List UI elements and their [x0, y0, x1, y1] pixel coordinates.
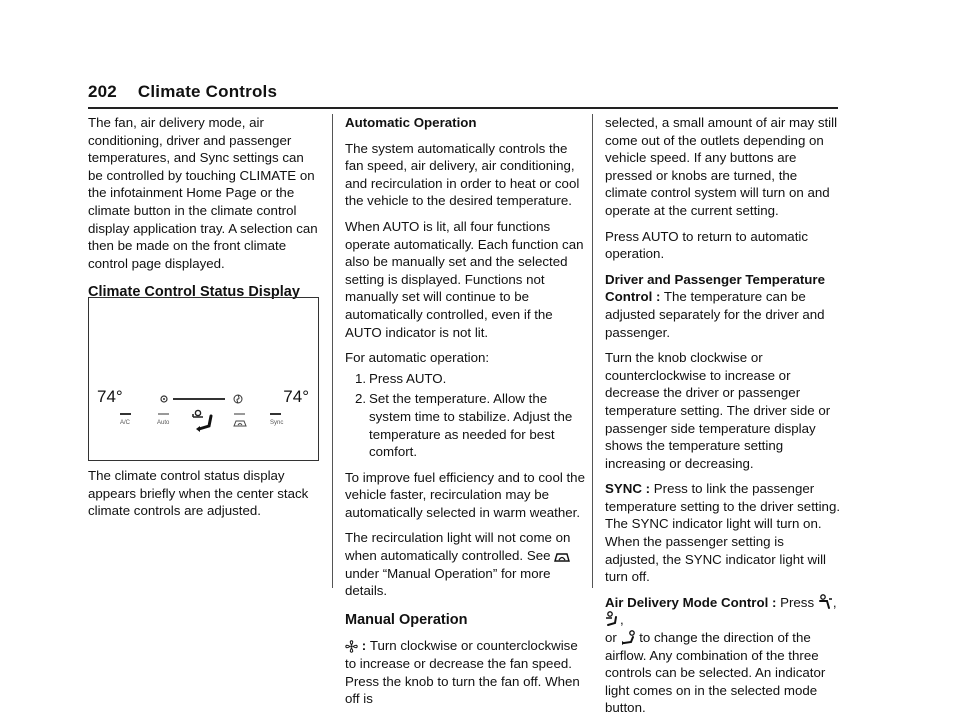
recirc-indicator	[234, 413, 245, 415]
column-divider	[332, 114, 333, 588]
passenger-temp: 74°	[283, 387, 309, 406]
column-1	[88, 114, 320, 310]
auto-steps-list	[345, 370, 585, 461]
sync-paragraph: SYNC : Press to link the passenger temperature setting to the driver setting. The SYNC indicator light will turn on. When the passenger setting is adjusted, the SYNC indicator light will turn off.	[605, 481, 841, 585]
list-item: 1. Press AUTO.	[355, 370, 447, 386]
column-2	[345, 114, 585, 716]
manual-paragraph-3: Turn the knob clockwise or counterclockwise to increase or decrease the driver or passenger temperature setting. The driver side or passenger side temperature display shows the temperature setting increasing or decreasing.	[605, 350, 831, 471]
page-header	[88, 82, 277, 102]
climate-status-display-illustration	[88, 297, 319, 461]
section-heading: Climate Control Status Display	[88, 284, 300, 301]
sync-indicator	[270, 413, 281, 415]
auto-indicator	[158, 413, 169, 415]
auto-paragraph-2: When AUTO is lit, all four functions operate automatically. Each function can also be manually set and the selected setting is displayed. Functions not manually set will continue to be automatically controlled, even if the AUTO indicator is not lit.	[345, 218, 584, 340]
fan-icon	[345, 640, 358, 653]
auto-paragraph-1: The system automatically controls the fan speed, air delivery, air conditioning, and recirculation in order to heat or cool the vehicle to the desired temperature.	[345, 140, 580, 209]
bi-level-mode-icon	[605, 611, 620, 627]
column-3	[605, 114, 841, 725]
air-delivery-paragraph: Air Delivery Mode Control : Press , , or to change the direction of the airflow. Any combination of the three controls can be selected. An indicator light comes on in the selected mode button.	[605, 594, 837, 716]
temperature-control-paragraph: Driver and Passenger Temperature Control : The temperature can be adjusted separately for the driver and passenger.	[605, 271, 825, 340]
fan-low-icon	[160, 395, 168, 403]
auto-paragraph-3: For automatic operation:	[345, 350, 490, 366]
floor-mode-icon	[621, 630, 636, 645]
ac-label: A/C	[120, 420, 131, 426]
section-title: Climate Controls	[137, 82, 278, 101]
driver-temp: 74°	[97, 387, 123, 406]
manual-paragraph-1: selected, a small amount of air may still come out of the outlets depending on vehicle speed. If any buttons are pressed or knobs are turned, the climate control system will turn on and operate at the current setting.	[605, 115, 838, 218]
air-delivery-mode-icon	[189, 408, 217, 432]
sync-label: Sync	[270, 420, 284, 426]
manual-operation-heading: Manual Operation	[345, 611, 468, 628]
automatic-operation-heading: Automatic Operation	[345, 115, 477, 130]
list-item: 2. Set the temperature. Allow the system time to stabilize. Adjust the temperature as needed for best comfort.	[355, 391, 573, 460]
vent-mode-icon	[818, 594, 833, 610]
display-caption: The climate control status display appears briefly when the center stack climate controls are adjusted.	[88, 468, 309, 519]
auto-paragraph-4: To improve fuel efficiency and to cool the vehicle faster, recirculation may be automatically selected in warm weather.	[345, 469, 585, 520]
recirculation-icon	[233, 419, 247, 428]
manual-paragraph-2: Press AUTO to return to automatic operation.	[605, 228, 808, 262]
column-divider	[592, 114, 593, 588]
header-rule	[88, 107, 838, 109]
ac-indicator	[120, 413, 131, 415]
fan-speed-bar	[173, 398, 225, 400]
intro-paragraph: The fan, air delivery mode, air conditioning, driver and passenger temperatures, and Sync settings can be controlled by touching CLIMATE on the infotainment Home Page or the climate button in the climate control display application tray. A selection can then be made on the front climate control page displayed.	[88, 115, 318, 271]
fan-high-icon	[233, 394, 243, 404]
recirculation-icon	[554, 552, 570, 563]
fan-control-paragraph: : Turn clockwise or counterclockwise to increase or decrease the fan speed. Press the knob to turn the fan off. When off is	[345, 638, 580, 707]
auto-label: Auto	[157, 420, 170, 426]
column-1-caption	[88, 467, 320, 528]
auto-paragraph-5: The recirculation light will not come on when automatically controlled. See under “Manual Operation” for more details.	[345, 530, 571, 599]
page-number: 202	[88, 82, 117, 101]
